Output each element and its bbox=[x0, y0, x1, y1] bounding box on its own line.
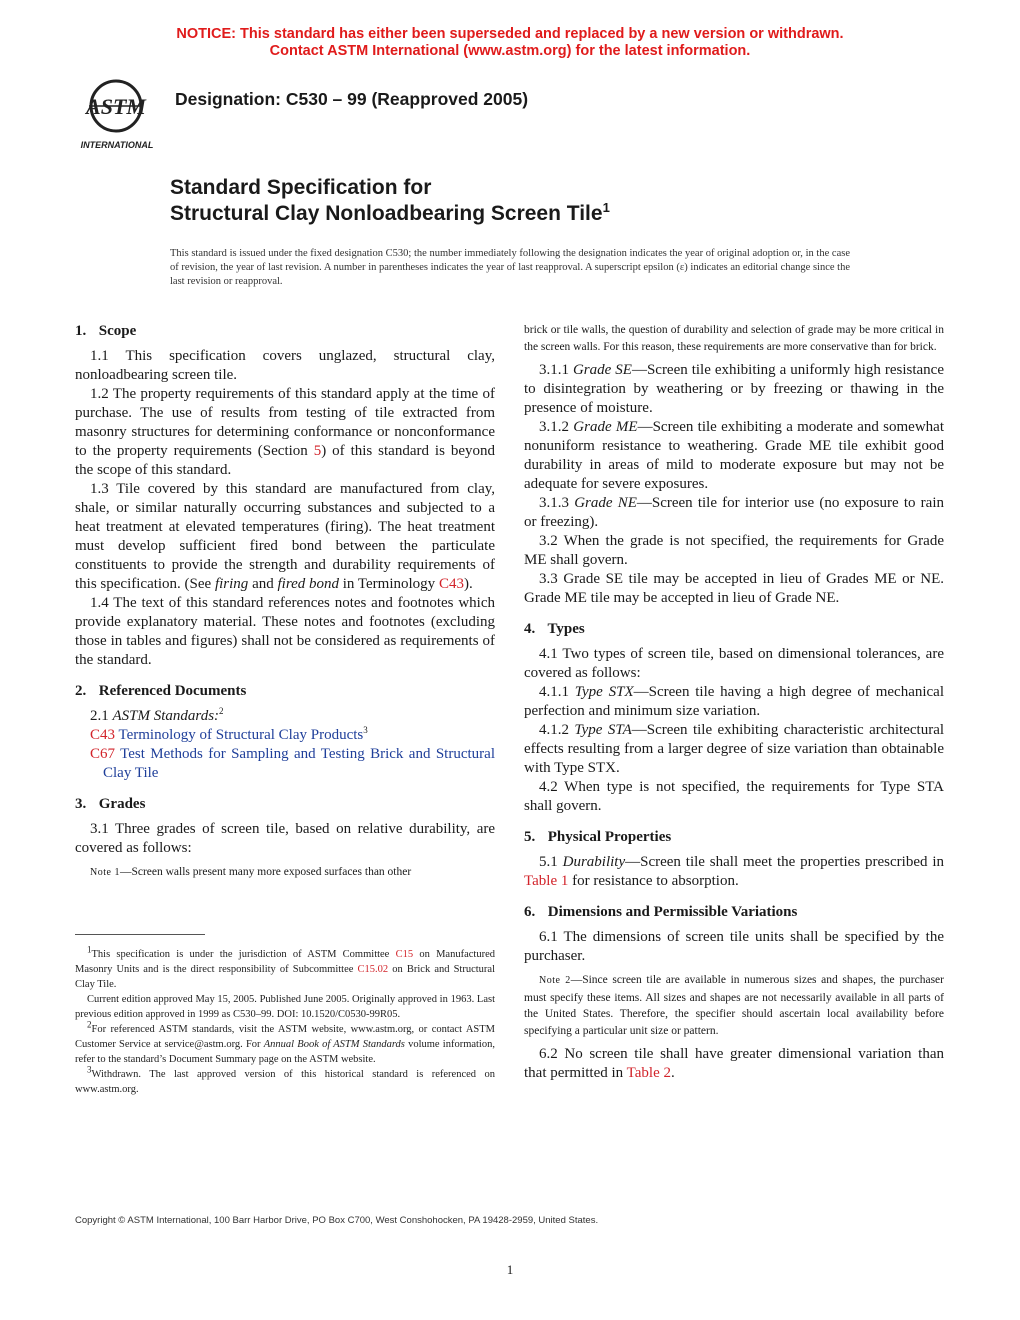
c15-link[interactable]: C15 bbox=[395, 949, 414, 960]
table-1-link[interactable]: Table 1 bbox=[524, 873, 569, 889]
section-3-heading: 3. Grades bbox=[75, 796, 146, 812]
copyright-notice: Copyright © ASTM International, 100 Barr Harbor Drive, PO Box C700, West Conshohocken, PA 19428-2959, United States. bbox=[75, 1215, 599, 1226]
para-3-1-2: 3.1.2 Grade ME—Screen tile exhibiting a moderate and somewhat nonuniform resistance to weathering. Grade ME tile exhibit good durability in areas of mild to moderate exposure but may not be adequate for severe exposures. bbox=[524, 419, 944, 492]
footnote-3: $^3$Withdrawn. The last approved version of this historical standard is referenced on www.astm.org. bbox=[75, 1064, 495, 1095]
note-1-start: Note 1—Screen walls present many more exposed surfaces than other bbox=[90, 866, 412, 878]
para-6-1: 6.1 The dimensions of screen tile units shall be specified by the purchaser. bbox=[524, 929, 944, 964]
notice-banner bbox=[0, 26, 1020, 60]
para-1-3: 1.3 Tile covered by this standard are manufactured from clay, shale, or similar naturally occurring substances and subjected to a heat treatment at elevated temperatures (firing). The heat treatment must develop sufficient fired bond between the particulate constituents to provide the strength and durability requirements of this specification. (See firing and fired bond in Terminology C43). bbox=[75, 481, 495, 592]
note-2: Note 2—Since screen tile are available in numerous sizes and shapes, the purchaser must specify these items. All sizes and shapes are not necessarily available in all parts of the United States. Therefore, the specifier should ascertain local availability before specifying a particular unit size or pattern. bbox=[524, 974, 944, 1037]
para-1-4: 1.4 The text of this standard references notes and footnotes which provide explanatory material. These notes and footnotes (excluding those in tables and figures) shall not be considered as requirements of the standard. bbox=[75, 595, 495, 668]
document-title bbox=[170, 175, 610, 227]
para-1-1: 1.1 This specification covers unglazed, structural clay, nonloadbearing screen tile. bbox=[75, 348, 495, 383]
reference-c43: C43 Terminology of Structural Clay Products$^3$ bbox=[90, 725, 368, 743]
designation: Designation: C530 – 99 (Reapproved 2005) bbox=[175, 89, 529, 109]
issuance-statement: This standard is issued under the fixed designation C530; the number immediately following the designation indicates the year of original adoption or, in the case of revision, the year of last revision. A number in parentheses indicates the year of last reapproval. A superscript epsilon (ε) indicates an editorial change since the last revision or reapproval. bbox=[170, 248, 850, 287]
footnote-divider bbox=[75, 934, 205, 935]
para-5-1: 5.1 Durability—Screen tile shall meet the properties prescribed in Table 1 for resistance to absorption. bbox=[524, 854, 945, 889]
right-column bbox=[524, 322, 944, 1083]
section-5-heading: 5. Physical Properties bbox=[524, 829, 672, 845]
title-footnote-mark[interactable]: 1 bbox=[602, 200, 610, 215]
footnote-1: $^1$This specification is under the jurisdiction of ASTM Committee C15 on Manufactured Masonry Units and is the direct responsibility of Subcommittee C15.02 on Brick and Structural Clay Tile. bbox=[75, 944, 495, 990]
reference-c67 bbox=[75, 745, 495, 783]
section-6-heading: 6. Dimensions and Permissible Variations bbox=[524, 904, 798, 920]
table-2-link[interactable]: Table 2 bbox=[626, 1065, 671, 1081]
para-4-1-2: 4.1.2 Type STA—Screen tile exhibiting characteristic architectural effects resulting from a larger degree of size variation than obtainable with Type STX. bbox=[524, 722, 945, 776]
section-4-heading: 4. Types bbox=[524, 621, 585, 637]
c43-link[interactable]: C43 bbox=[438, 576, 464, 592]
para-3-2: 3.2 When the grade is not specified, the requirements for Grade ME shall govern. bbox=[524, 533, 944, 568]
para-4-1-1: 4.1.1 Type STX—Screen tile having a high degree of mechanical perfection and minimum size variation. bbox=[524, 684, 944, 719]
notice-line-1: NOTICE: This standard has either been superseded and replaced by a new version or withdrawn. bbox=[176, 26, 844, 42]
title-line-1: Standard Specification for bbox=[170, 176, 432, 199]
logo-text: ASTM bbox=[86, 94, 146, 119]
footnote-1-edition: Current edition approved May 15, 2005. Published June 2005. Originally approved in 1963. Last previous edition approved in 1999 as C530–99. DOI: 10.1520/C0530-99R05. bbox=[75, 994, 495, 1020]
section-1-heading: 1. Scope bbox=[75, 323, 137, 339]
ref-c43-code[interactable]: C43 bbox=[90, 727, 116, 743]
ref-c67-code[interactable]: C67 bbox=[90, 746, 116, 762]
para-3-1: 3.1 Three grades of screen tile, based on relative durability, are covered as follows: bbox=[75, 821, 495, 856]
para-1-2: 1.2 The property requirements of this standard apply at the time of purchase. The use of results from testing of tile extracted from masonry structures for determining conformance or nonconformance to the property requirements (Section 5) of this standard is beyond the scope of this standard. bbox=[75, 386, 496, 478]
para-4-2: 4.2 When type is not specified, the requirements for Type STA shall govern. bbox=[524, 779, 944, 814]
title-line-2: Structural Clay Nonloadbearing Screen Tile$^1$ bbox=[170, 200, 610, 225]
para-3-3: 3.3 Grade SE tile may be accepted in lieu of Grades ME or NE. Grade ME tile may be accepted in lieu of Grade NE. bbox=[524, 571, 944, 606]
para-4-1: 4.1 Two types of screen tile, based on dimensional tolerances, are covered as follows: bbox=[524, 646, 944, 681]
footnote-2: $^2$For referenced ASTM standards, visit the ASTM website, www.astm.org, or contact ASTM Customer Service at service@astm.org. For Annual Book of ASTM Standards volume information, refer to the standard’s Document Summary page on the ASTM website. bbox=[75, 1019, 495, 1065]
para-3-1-1: 3.1.1 Grade SE—Screen tile exhibiting a uniformly high resistance to disintegration by weathering or by freezing or thawing in the presence of moisture. bbox=[524, 362, 944, 416]
astm-logo bbox=[72, 76, 162, 152]
notice-line-2: Contact ASTM International (www.astm.org) for the latest information. bbox=[269, 43, 751, 59]
page-number: 1 bbox=[506, 1262, 514, 1277]
note-1-continued: brick or tile walls, the question of durability and selection of grade may be more critical in the screen walls. For this reason, these requirements are more conservative than for brick. bbox=[524, 324, 944, 353]
ref-c67-title[interactable]: Test Methods for Sampling and Testing Brick and Structural Clay Tile bbox=[103, 746, 495, 781]
section-2-heading: 2. Referenced Documents bbox=[75, 683, 247, 699]
logo-subtext: INTERNATIONAL bbox=[80, 140, 154, 150]
c15-02-link[interactable]: C15.02 bbox=[357, 964, 389, 975]
section-5-link[interactable]: 5 bbox=[313, 443, 322, 459]
para-2-1: 2.1 ASTM Standards:$^2$ bbox=[90, 706, 224, 724]
left-column bbox=[75, 322, 495, 882]
para-3-1-3: 3.1.3 Grade NE—Screen tile for interior use (no exposure to rain or freezing). bbox=[524, 495, 944, 530]
ref-c43-title[interactable]: Terminology of Structural Clay Products bbox=[118, 727, 364, 743]
para-6-2: 6.2 No screen tile shall have greater dimensional variation than that permitted in Table 2. bbox=[524, 1046, 944, 1081]
footnotes bbox=[75, 944, 495, 1097]
